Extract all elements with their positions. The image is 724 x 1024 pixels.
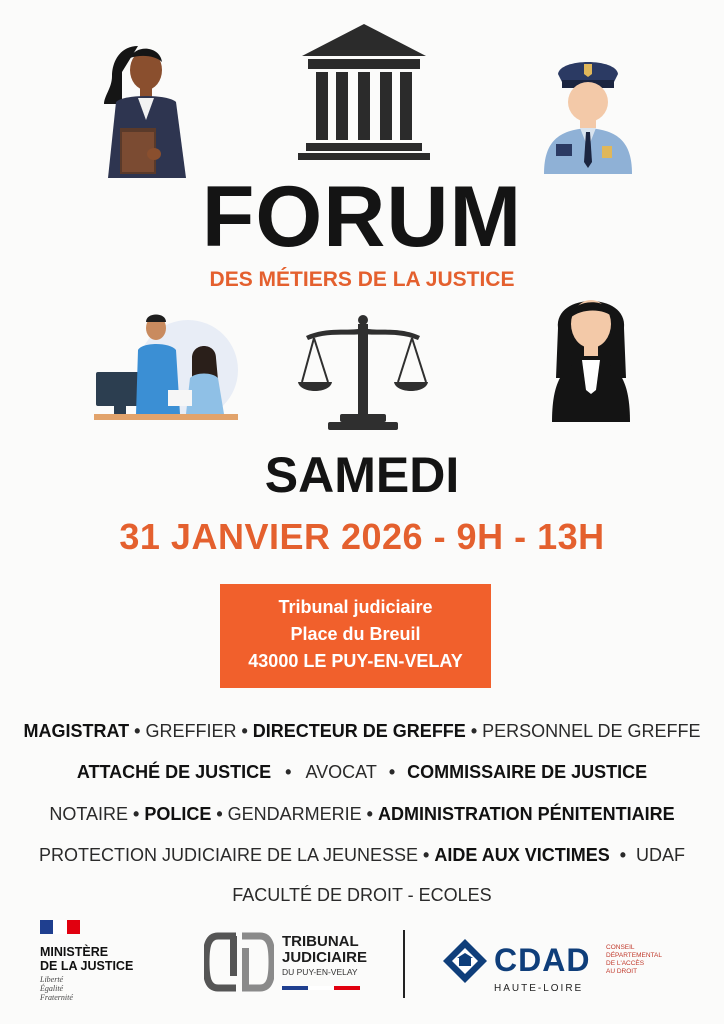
separator-dot: •: [285, 762, 292, 782]
police-officer-illustration: [540, 52, 636, 174]
profession-item: UDAF: [636, 845, 686, 865]
profession-item: DIRECTEUR DE GREFFE: [252, 721, 466, 741]
professions-row-3: [0, 802, 724, 826]
separator-dot: •: [619, 845, 627, 865]
tribunal-logo-icon: [204, 932, 274, 992]
ministry-line-1: MINISTÈRE: [40, 945, 109, 959]
motto-liberte: Liberté: [40, 975, 64, 984]
cdad-region: HAUTE-LOIRE: [494, 983, 584, 994]
professions-row-4: [0, 843, 724, 867]
profession-item: GREFFIER: [145, 721, 237, 741]
marianne-flag-icon: [40, 920, 80, 934]
separator-dot: •: [366, 804, 373, 824]
separator-dot: •: [470, 721, 478, 741]
profession-item: POLICE: [144, 804, 212, 824]
professions-row-1: [0, 719, 724, 743]
forum-subtitle: DES MÉTIERS DE LA JUSTICE: [209, 268, 515, 291]
cdad-description: [606, 944, 686, 976]
profession-item: PROTECTION JUDICIAIRE DE LA JEUNESSE: [38, 845, 419, 865]
event-day: SAMEDI: [264, 447, 460, 503]
judge-woman-illustration: [548, 278, 634, 422]
profession-item: NOTAIRE: [49, 804, 129, 824]
cdad-diamond-icon: [442, 938, 488, 984]
separator-dot: •: [134, 721, 141, 741]
scales-of-justice-icon: [298, 314, 428, 432]
venue-line-1: Tribunal judiciaire: [278, 597, 433, 617]
venue-line-2: Place du Breuil: [290, 624, 421, 644]
profession-item: MAGISTRAT: [23, 721, 130, 741]
profession-item: FACULTÉ DE DROIT - ECOLES: [232, 885, 492, 905]
separator-dot: •: [388, 762, 396, 782]
cdad-desc-line-3: DE L'ACCÈS: [606, 960, 645, 967]
profession-item: AIDE AUX VICTIMES: [434, 845, 610, 865]
tribunal-line-2: JUDICIAIRE: [282, 949, 368, 966]
motto-egalite: Égalité: [40, 984, 64, 993]
ministry-line-2: DE LA JUSTICE: [40, 959, 134, 973]
cdad-desc-line-2: DÉPARTEMENTAL: [606, 952, 662, 959]
courthouse-icon: [296, 22, 432, 160]
profession-item: PERSONNEL DE GREFFE: [482, 721, 701, 741]
lawyer-woman-illustration: [98, 42, 190, 180]
profession-item: AVOCAT: [305, 762, 377, 782]
profession-item: GENDARMERIE: [227, 804, 362, 824]
office-workers-illustration: [92, 310, 240, 422]
profession-item: COMMISSAIRE DE JUSTICE: [407, 762, 648, 782]
cdad-desc-line-1: CONSEIL: [606, 944, 635, 951]
profession-item: ADMINISTRATION PÉNITENTIAIRE: [377, 804, 675, 824]
venue-line-3: 43000 LE PUY-EN-VELAY: [248, 651, 463, 671]
profession-item: ATTACHÉ DE JUSTICE: [76, 762, 272, 782]
separator-dot: •: [216, 804, 223, 824]
tricolor-bar: [282, 986, 360, 990]
separator-dot: •: [133, 804, 140, 824]
tribunal-line-1: TRIBUNAL: [282, 933, 359, 950]
cdad-name: CDAD: [494, 942, 591, 978]
tribunal-name: [282, 934, 367, 994]
cdad-desc-line-4: AU DROIT: [606, 968, 638, 975]
separator-dot: •: [241, 721, 248, 741]
separator-dot: •: [423, 845, 430, 865]
motto-fraternite: Fraternité: [40, 993, 73, 1002]
footer-divider: [403, 930, 405, 998]
ministry-logo: [40, 920, 190, 1002]
event-date-time: 31 JANVIER 2026 - 9H - 13H: [119, 516, 605, 557]
venue-box: [220, 584, 491, 688]
forum-title: FORUM: [201, 169, 523, 265]
professions-row-5: [0, 883, 724, 907]
professions-row-2: [0, 760, 724, 784]
tribunal-line-3: DU PUY-EN-VELAY: [282, 967, 358, 977]
